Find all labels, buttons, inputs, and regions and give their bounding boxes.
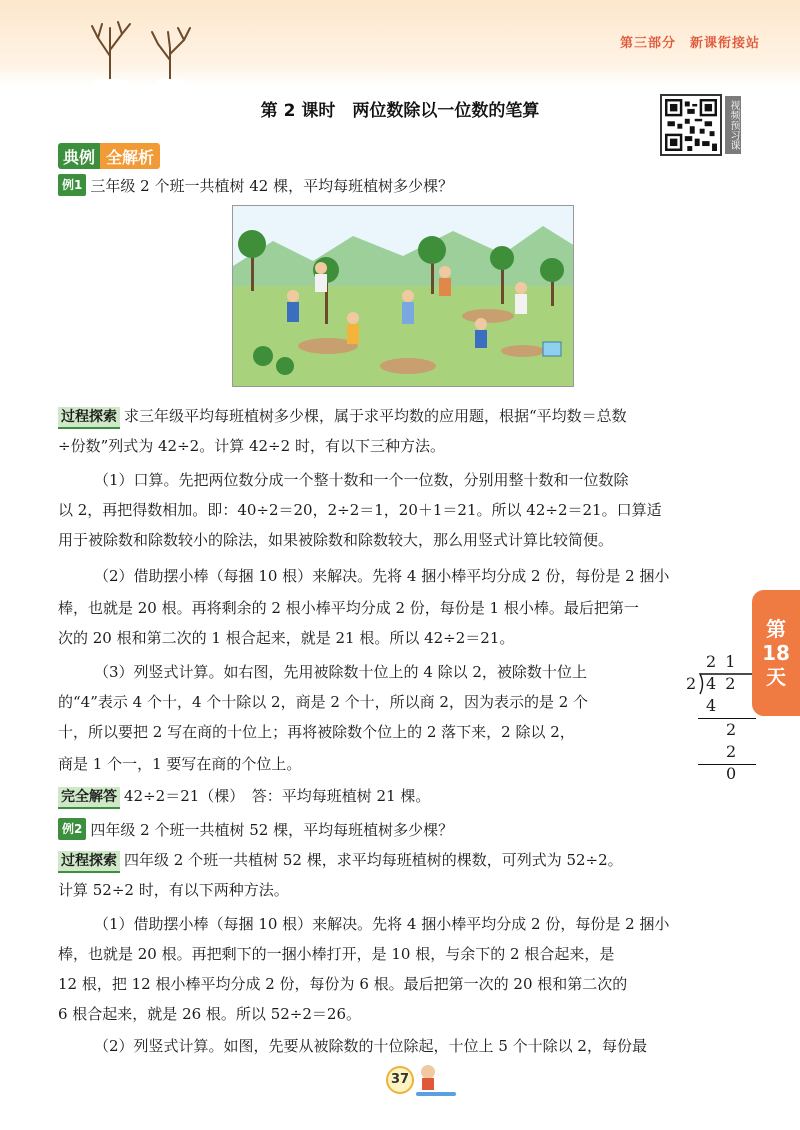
qr-code-icon[interactable] bbox=[660, 94, 722, 156]
ex1-line-6: 棒，也就是 20 根。再将剩余的 2 根小棒平均分成 2 份，每份是 1 根小棒。最后把第一 bbox=[58, 599, 639, 617]
side-tab-line2: 18 bbox=[762, 641, 790, 665]
division-quotient: 2 1 bbox=[706, 652, 738, 671]
example2-tag: 例2 bbox=[58, 818, 86, 840]
division-line-1 bbox=[698, 718, 756, 719]
qr-pattern bbox=[665, 99, 717, 151]
division-step2: 2 bbox=[726, 720, 737, 739]
tree-planting-scene bbox=[233, 206, 574, 387]
answer-label: 完全解答 bbox=[58, 787, 120, 809]
day-side-tab bbox=[752, 590, 800, 716]
process-label: 过程探索 bbox=[58, 407, 120, 429]
division-step3: 2 bbox=[726, 742, 737, 761]
ex2-line-6: （2）列竖式计算。如图，先要从被除数的十位除起，十位上 5 个十除以 2，每份最 bbox=[94, 1037, 647, 1055]
header-section-label: 第三部分 新课衔接站 bbox=[619, 36, 760, 51]
ex1-line-8: （3）列竖式计算。如右图，先用被除数十位上的 4 除以 2，被除数十位上 bbox=[94, 663, 587, 681]
ex2-line-2: （1）借助摆小棒（每捆 10 根）来解决。先将 4 捆小棒平均分成 2 份，每份是 2 捆小 bbox=[94, 915, 670, 933]
ex1-answer-line bbox=[58, 786, 748, 809]
section-badge-part-a: 典例 bbox=[58, 143, 100, 169]
ex2-line-0 bbox=[58, 850, 748, 873]
ex1-line-4: 用于被除数和除数较小的除法，如果被除数和除数较大，那么用竖式计算比较简便。 bbox=[58, 531, 614, 549]
page-number: 37 bbox=[386, 1066, 414, 1094]
division-divisor: 2 bbox=[686, 674, 697, 693]
ex2-line-5: 6 根合起来，就是 26 根。所以 52÷2＝26。 bbox=[58, 1005, 361, 1023]
division-dividend: 4 2 bbox=[706, 674, 738, 693]
ex2-text-0: 四年级 2 个班一共植树 52 棵，求平均每班植树的棵数，可列式为 52÷2。 bbox=[124, 851, 623, 869]
example1-tag: 例1 bbox=[58, 174, 86, 196]
ex1-line-11: 商是 1 个一，1 要写在商的个位上。 bbox=[58, 755, 302, 773]
process-label-2: 过程探索 bbox=[58, 851, 120, 873]
ex2-line-1: 计算 52÷2 时，有以下两种方法。 bbox=[58, 881, 289, 899]
example2-question: 四年级 2 个班一共植树 52 棵，平均每班植树多少棵？ bbox=[90, 821, 454, 839]
ex2-line-4: 12 根，把 12 根小棒平均分成 2 份，每份为 6 根。最后把第一次的 20 根和第二次的 bbox=[58, 975, 628, 993]
ex1-line-9: 的“4”表示 4 个十，4 个十除以 2，商是 2 个十，所以商 2，因为表示的是 2 个 bbox=[58, 693, 589, 711]
ex1-line-3: 以 2，再把得数相加。即：40÷2＝20，2÷2＝1，20＋1＝21。所以 42÷2＝21。口算适 bbox=[58, 501, 662, 519]
side-tab-line1: 第 bbox=[766, 617, 786, 641]
ex1-answer: 42÷2＝21（棵） 答：平均每班植树 21 棵。 bbox=[124, 787, 431, 805]
bare-trees-illustration bbox=[70, 14, 220, 84]
example1-question-line bbox=[58, 174, 748, 196]
division-step1: 4 bbox=[706, 696, 717, 715]
ex1-text-0: 求三年级平均每班植树多少棵，属于求平均数的应用题，根据“平均数＝总数 bbox=[124, 407, 627, 425]
ex1-line-0 bbox=[58, 406, 748, 429]
header-band bbox=[0, 0, 800, 86]
ex1-line-10: 十，所以要把 2 写在商的十位上；再将被除数个位上的 2 落下来，2 除以 2， bbox=[58, 723, 575, 741]
long-division bbox=[680, 652, 760, 782]
division-remainder: 0 bbox=[726, 764, 737, 783]
side-tab-line3: 天 bbox=[766, 665, 786, 689]
qr-tag-label: 视频预习课 bbox=[725, 96, 741, 154]
lesson-title: 第 2 课时 两位数除以一位数的笔算 bbox=[260, 101, 540, 121]
section-badge-part-b: 全解析 bbox=[100, 143, 160, 169]
ex1-line-1: ÷份数”列式为 42÷2。计算 42÷2 时，有以下三种方法。 bbox=[58, 437, 445, 455]
tree-planting-illustration bbox=[232, 205, 574, 387]
ex1-line-7: 次的 20 根和第二次的 1 根合起来，就是 21 根。所以 42÷2＝21。 bbox=[58, 629, 515, 647]
ex1-line-5: （2）借助摆小棒（每捆 10 根）来解决。先将 4 捆小棒平均分成 2 份，每份是 2 捆小 bbox=[94, 567, 670, 585]
ex2-line-3: 棒，也就是 20 根。再把剩下的一捆小棒打开，是 10 根，与余下的 2 根合起来，是 bbox=[58, 945, 615, 963]
example1-question: 三年级 2 个班一共植树 42 棵，平均每班植树多少棵？ bbox=[90, 177, 454, 195]
example2-question-line bbox=[58, 818, 748, 840]
section-badge bbox=[58, 143, 160, 169]
ex1-line-2: （1）口算。先把两位数分成一个整十数和一个一位数，分别用整十数和一位数除 bbox=[94, 471, 629, 489]
reader-mascot-icon bbox=[414, 1062, 458, 1100]
